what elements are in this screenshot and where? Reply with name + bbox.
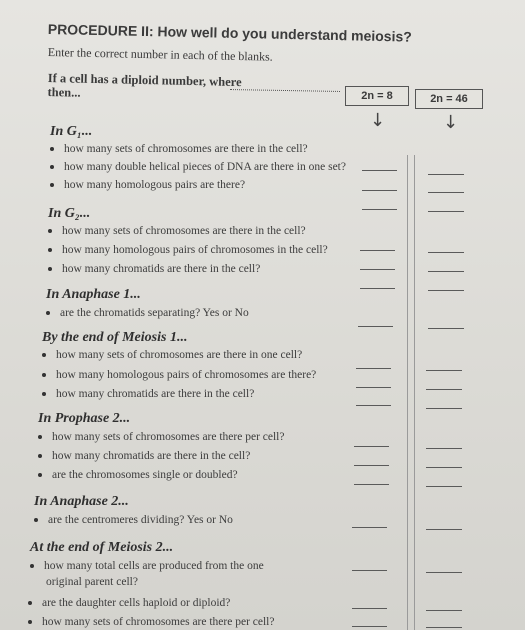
section-title-g2: In G₂...	[48, 206, 91, 221]
question-item: are the chromosomes single or doubled?	[38, 469, 238, 481]
question-item: how many homologous pairs of chromosomes are there?	[42, 369, 316, 381]
question-item: how many chromatids are there in the cell?	[38, 450, 250, 462]
bullet-icon	[38, 435, 42, 439]
section-title-end-meiosis-1: By the end of Meiosis 1...	[42, 330, 188, 345]
question-item: how many sets of chromosomes are there per cell?	[28, 616, 274, 628]
answer-blank-col1[interactable]	[356, 368, 391, 369]
answer-blank-col1[interactable]	[356, 387, 391, 388]
bullet-icon	[28, 601, 32, 605]
answer-blank-col2[interactable]	[428, 328, 464, 329]
answer-blank-col2[interactable]	[426, 370, 462, 371]
question-item: how many total cells are produced from the one	[30, 560, 264, 572]
question-item-continued: original parent cell?	[46, 576, 138, 588]
column-divider	[414, 155, 415, 630]
answer-blank-col2[interactable]	[426, 486, 462, 487]
down-arrow-icon: ↓	[370, 110, 386, 131]
section-title-end-meiosis-2: At the end of Meiosis 2...	[30, 540, 174, 555]
question-item: are the chromatids separating? Yes or No	[46, 307, 249, 319]
question-item: how many chromatids are there in the cell?	[48, 263, 260, 275]
bullet-icon	[42, 392, 46, 396]
answer-blank-col1[interactable]	[352, 608, 387, 609]
bullet-icon	[42, 353, 46, 357]
section-title-anaphase-1: In Anaphase 1...	[46, 287, 141, 302]
answer-blank-col2[interactable]	[428, 174, 464, 175]
answer-blank-col2[interactable]	[428, 271, 464, 272]
answer-blank-col1[interactable]	[356, 405, 391, 406]
answer-blank-col1[interactable]	[354, 446, 389, 447]
bullet-icon	[48, 229, 52, 233]
answer-blank-col1[interactable]	[352, 626, 387, 627]
answer-blank-col1[interactable]	[354, 465, 389, 466]
answer-blank-col1[interactable]	[360, 250, 395, 251]
bullet-icon	[34, 518, 38, 522]
bullet-icon	[46, 311, 50, 315]
answer-blank-col1[interactable]	[360, 269, 395, 270]
question-item: how many chromatids are there in the cell?	[42, 388, 254, 400]
bullet-icon	[48, 248, 52, 252]
answer-blank-col1[interactable]	[358, 326, 393, 327]
bullet-icon	[38, 473, 42, 477]
intro-text: If a cell has a diploid number, where then...	[47, 71, 242, 100]
answer-blank-col2[interactable]	[426, 467, 462, 468]
answer-blank-col2[interactable]	[428, 290, 464, 291]
bullet-icon	[42, 373, 46, 377]
question-item: how many double helical pieces of DNA are there in one set?	[50, 161, 346, 173]
question-item: how many sets of chromosomes are there in the cell?	[48, 225, 306, 237]
answer-blank-col2[interactable]	[428, 192, 464, 193]
answer-blank-col1[interactable]	[352, 570, 387, 571]
answer-blank-col2[interactable]	[426, 448, 462, 449]
question-item: how many homologous pairs of chromosomes in the cell?	[48, 244, 328, 256]
bullet-icon	[48, 267, 52, 271]
answer-blank-col1[interactable]	[352, 527, 387, 528]
bullet-icon	[50, 147, 54, 151]
question-item: how many sets of chromosomes are there in one cell?	[42, 349, 302, 361]
answer-blank-col2[interactable]	[426, 529, 462, 530]
bullet-icon	[50, 183, 54, 187]
answer-blank-col1[interactable]	[362, 209, 397, 210]
bullet-icon	[38, 454, 42, 458]
answer-blank-col2[interactable]	[428, 211, 464, 212]
bullet-icon	[30, 564, 34, 568]
answer-blank-col1[interactable]	[362, 190, 397, 191]
answer-blank-col2[interactable]	[426, 389, 462, 390]
page-title: PROCEDURE II: How well do you understand meiosis?	[47, 21, 412, 45]
section-title-prophase-2: In Prophase 2...	[38, 411, 131, 426]
question-item: how many sets of chromosomes are there per cell?	[38, 431, 284, 443]
question-item: how many sets of chromosomes are there in the cell?	[50, 143, 308, 155]
answer-blank-col2[interactable]	[426, 627, 462, 628]
answer-blank-col2[interactable]	[426, 572, 462, 573]
down-arrow-icon: ↓	[443, 112, 459, 133]
column-header-2n-46: 2n = 46	[415, 89, 483, 109]
answer-blank-col1[interactable]	[362, 170, 397, 171]
answer-blank-col2[interactable]	[428, 252, 464, 253]
column-divider	[407, 155, 408, 630]
answer-blank-col1[interactable]	[360, 288, 395, 289]
question-item: how many homologous pairs are there?	[50, 179, 245, 191]
answer-blank-col2[interactable]	[426, 408, 462, 409]
answer-blank-col2[interactable]	[426, 610, 462, 611]
bullet-icon	[50, 165, 54, 169]
bullet-icon	[28, 620, 32, 624]
question-item: are the centromeres dividing? Yes or No	[34, 514, 233, 526]
section-title-anaphase-2: In Anaphase 2...	[34, 494, 129, 509]
instructions: Enter the correct number in each of the blanks.	[47, 45, 273, 64]
section-title-g1: In G₁...	[50, 124, 93, 139]
question-item: are the daughter cells haploid or diploid?	[28, 597, 230, 609]
answer-blank-col1[interactable]	[354, 484, 389, 485]
column-header-2n-8: 2n = 8	[345, 86, 409, 106]
